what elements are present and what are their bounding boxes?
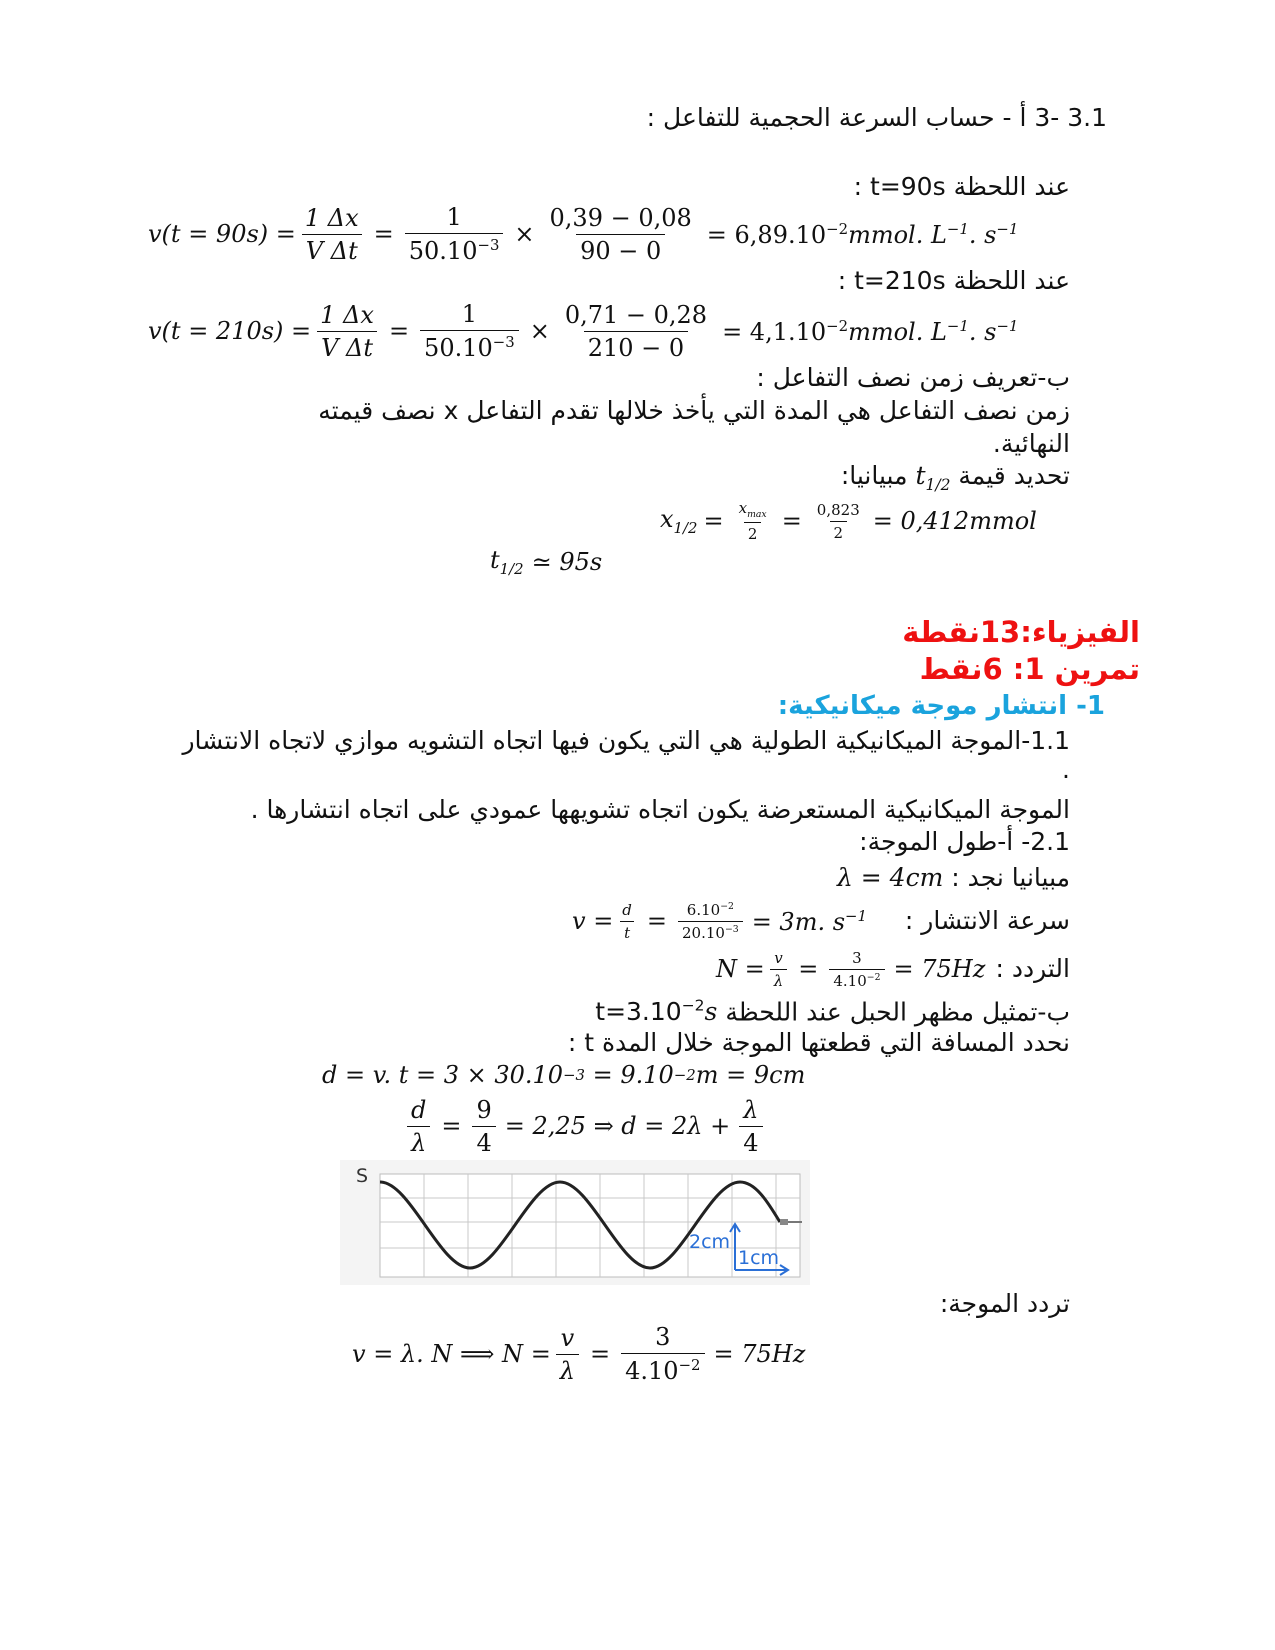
rope-representation-title: ب-تمثيل مظهر الحبل عند اللحظة $t=3.10^{-2}s$ bbox=[595, 997, 1070, 1027]
physics-section-title: الفيزياء:13نقطة bbox=[902, 615, 1140, 649]
exercise-1-title: تمرين 1: 6نقط bbox=[919, 652, 1140, 686]
rope-end-marker bbox=[780, 1219, 788, 1225]
half-time-def-line1: زمن نصف التفاعل هي المدة التي يأخذ خلالها تقدم التفاعل x نصف قيمته bbox=[318, 396, 1070, 425]
half-time-def-title: ب-تعريف زمن نصف التفاعل : bbox=[756, 363, 1070, 392]
equation-ratio: $\frac{d}{\lambda}$ = $\frac{9}{4}$ = 2,25 ⇒ d = 2λ + $\frac{\lambda}{4}$ bbox=[402, 1090, 768, 1162]
equation-t-half: $t_{1/2}$ ≃ 95s bbox=[490, 546, 603, 578]
q11-line1: 1.1-الموجة الميكانيكية الطولية هي التي يكون فيها اتجاه التشويه موازي لاتجاه الانتشار bbox=[182, 726, 1070, 755]
wave-figure bbox=[340, 1160, 810, 1285]
scale-label: 1cm bbox=[738, 1247, 780, 1269]
axis-label-s: S bbox=[356, 1165, 369, 1187]
part-1-title: 1- انتشار موجة ميكانيكية: bbox=[777, 691, 1105, 721]
frequency-label: التردد : bbox=[995, 954, 1070, 983]
distance-text: نحدد المسافة التي قطعتها الموجة خلال المدة t : bbox=[567, 1028, 1070, 1057]
wave-frequency-title: تردد الموجة: bbox=[939, 1289, 1070, 1318]
equation-speed: v = $\frac{d}{t}$ = $\frac{6.10^{-2}}{20.10^{-3}}$ = 3m. $s^{-1}$ bbox=[572, 900, 867, 942]
equation-v210: v(t = 210s) = $\frac{1 \Delta x}{\text{V Δt}}$ = $\frac{1}{50.10^{-3}}$ × $\frac{0,71 - 0,28}{210 - 0}$ = $4,1.10^{-2}$ mmol. $L^{-1}$. $s^{-1}$ bbox=[148, 300, 1019, 362]
at-90-label: عند اللحظة t=90s : bbox=[853, 172, 1070, 201]
q31-title: 3.1 -3 أ - حساب السرعة الحجمية للتفاعل : bbox=[646, 103, 1107, 132]
at-210-label: عند اللحظة t=210s : bbox=[837, 266, 1070, 295]
q21-title: 2.1- أ-طول الموجة: bbox=[859, 827, 1070, 856]
speed-label: سرعة الانتشار : bbox=[904, 906, 1070, 935]
wavelength-line: مبيانيا نجد : λ = 4cm bbox=[836, 863, 1070, 892]
q11-line2: الموجة الميكانيكية المستعرضة يكون اتجاه تشويهها عمودي على اتجاه انتشارها . bbox=[250, 795, 1070, 824]
equation-v90: v(t = 90s) = $\frac{1 \Delta x}{\text{V Δt}}$ = $\frac{1}{50.10^{-3}}$ × $\frac{0,39 - 0,08}{90 - 0}$ = $6,89.10^{-2}$ mmol. $L^{-1}$. $s^{-1}$ bbox=[148, 203, 1019, 265]
equation-distance: d = v. t = 3 × 30.10 −3 = 9.10 −2 m = 9cm bbox=[322, 1061, 806, 1089]
q11-line1-dot: . bbox=[1062, 755, 1070, 784]
amplitude-label: 2cm bbox=[689, 1231, 731, 1253]
equation-x-half: $x_{1/2}$ = $\frac{x_{max}}{2}$ = $\frac{0,823}{2}$ = 0,412mmol bbox=[660, 499, 1037, 543]
equation-final-frequency: v = λ. N ⟹ N = $\frac{v}{\lambda}$ = $\frac{3}{4.10^{-2}}$ = 75Hz bbox=[352, 1323, 806, 1385]
equation-frequency: N = $\frac{v}{\lambda}$ = $\frac{3}{4.10^{-2}}$ = 75Hz bbox=[716, 948, 986, 990]
half-time-def-line2: النهائية. bbox=[992, 429, 1070, 458]
wave-plot bbox=[340, 1160, 810, 1285]
half-time-determination: تحديد قيمة $t_{1/2}$ مبيانيا: bbox=[840, 461, 1070, 494]
